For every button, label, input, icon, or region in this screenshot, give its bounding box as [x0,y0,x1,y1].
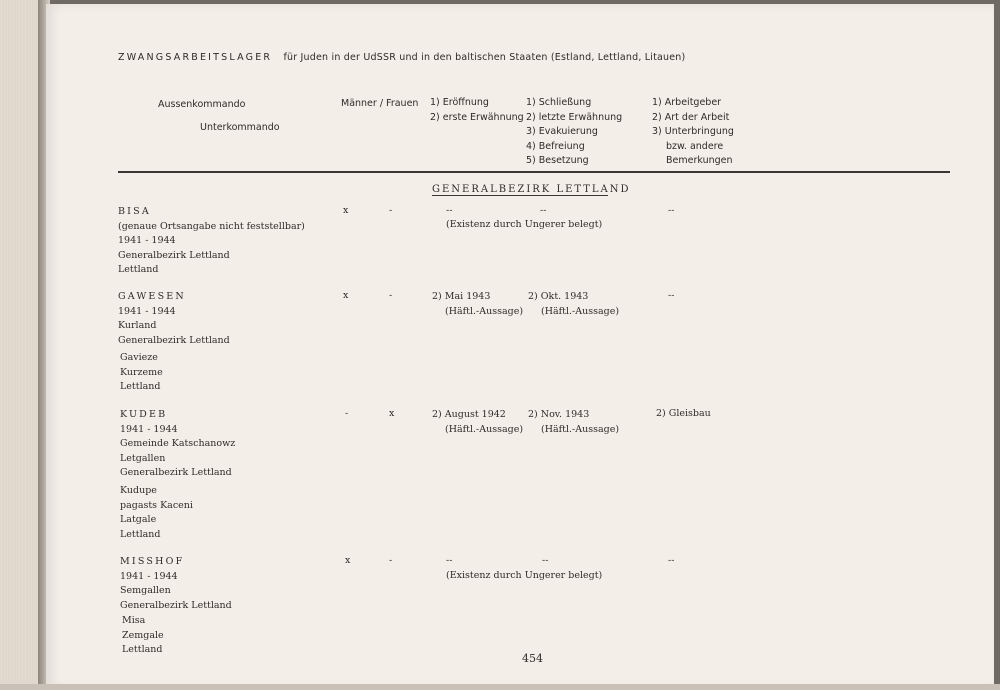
entry-source: (Häftl.-Aussage) [541,305,620,317]
entry-line: Lettland [120,528,161,540]
entry-men-mark: - [345,408,349,419]
entry-employer: 2) Gleisbau [656,408,711,419]
entry-closing [528,290,619,319]
region-underline [432,195,608,196]
column-header-line: 1) Schließung [526,97,592,108]
entry-note: (Existenz durch Ungerer belegt) [446,570,603,581]
entry-line: Generalbezirk Lettland [118,334,230,346]
entry-line: Zemgale [122,629,164,641]
entry-line: Gavieze [120,352,158,363]
entry-date: 2) Nov. 1943 [528,409,590,420]
entry-sub-location [122,614,164,658]
page-bottom-edge [0,684,1000,690]
entry-opening [432,408,523,437]
column-header-line: 5) Besetzung [526,155,589,166]
entry-closing [528,408,619,437]
entry-line: Lettland [120,381,161,392]
entry-location [120,408,235,481]
header-rule [118,171,950,173]
entry-location [118,205,305,278]
entry-line: pagasts Kaceni [120,499,193,511]
entry-women-mark: - [389,555,393,566]
entry-line: 1941 - 1944 [120,423,178,435]
column-header-line: 4) Befreiung [526,140,585,152]
entry-line: Latgale [120,514,157,525]
entry-name: BISA [118,206,151,217]
page-header [118,52,685,63]
entry-line: (genaue Ortsangabe nicht feststellbar) [118,220,305,232]
entry-source: (Häftl.-Aussage) [445,305,524,317]
entry-employer: -- [668,555,675,566]
entry-location [120,555,232,613]
entry-women-mark: x [389,408,395,419]
entry-date: 2) Okt. 1943 [528,291,589,302]
entry-employer: -- [668,205,675,216]
entry-opening [432,290,523,319]
column-header-line: Bemerkungen [666,155,733,166]
entry-employer: -- [668,290,675,301]
column-header-line: 2) letzte Erwähnung [526,111,623,123]
entry-men-mark: x [343,290,349,301]
entry-source: (Häftl.-Aussage) [445,423,524,435]
entry-line: Lettland [118,264,159,275]
entry-line: 1941 - 1944 [118,305,176,317]
header-title: ZWANGSARBEITSLAGER [118,52,273,63]
column-header-employer [652,96,734,169]
column-header-line: 3) Evakuierung [526,126,598,137]
entry-line: Generalbezirk Lettland [118,249,230,261]
entry-location [118,290,230,348]
column-header-opening [430,96,524,125]
entry-line: Lettland [122,644,163,655]
page-number: 454 [522,652,543,665]
entry-men-mark: x [343,205,349,216]
entry-sub-location [120,351,163,395]
column-header-line: 2) erste Erwähnung [430,111,524,123]
entry-women-mark: - [389,205,393,216]
entry-line: Semgallen [120,585,171,596]
entry-opening: -- [446,205,453,216]
entry-date: 2) August 1942 [432,409,506,420]
entry-closing: -- [540,205,547,216]
column-header-line: 1) Eröffnung [430,97,489,108]
entry-source: (Häftl.-Aussage) [541,423,620,435]
entry-line: Gemeinde Katschanowz [120,438,236,449]
region-heading: GENERALBEZIRK LETTLAND [432,184,631,195]
column-header-unterkommando: Unterkommando [200,122,280,133]
entry-women-mark: - [389,290,393,301]
entry-closing: -- [542,555,549,566]
entry-line: 1941 - 1944 [118,235,176,246]
entry-line: Kudupe [120,485,157,496]
entry-opening: -- [446,555,453,566]
column-header-aussenkommando: Aussenkommando [158,99,246,110]
column-header-line: 1) Arbeitgeber [652,97,722,108]
column-header-line: 2) Art der Arbeit [652,111,730,123]
entry-date: 2) Mai 1943 [432,291,491,302]
entry-line: Generalbezirk Lettland [120,599,232,611]
entry-line: Generalbezirk Lettland [120,467,232,478]
entry-sub-location [120,484,193,542]
entry-note: (Existenz durch Ungerer belegt) [446,219,603,230]
entry-men-mark: x [345,555,351,566]
entry-line: 1941 - 1944 [120,570,178,582]
entry-line: Letgallen [120,452,166,464]
entry-line: Misa [122,615,146,626]
header-subtitle: für Juden in der UdSSR und in den baltischen Staaten (Estland, Lettland, Litauen) [283,52,686,63]
column-header-gender: Männer / Frauen [341,98,419,109]
column-header-line: 3) Unterbringung [652,126,734,137]
entry-name: GAWESEN [118,291,186,302]
entry-line: Kurland [118,320,157,331]
column-header-closing [526,96,622,169]
column-header-line: bzw. andere [666,140,724,152]
entry-line: Kurzeme [120,366,163,378]
entry-name: KUDEB [120,409,168,420]
entry-name: MISSHOF [120,556,185,567]
